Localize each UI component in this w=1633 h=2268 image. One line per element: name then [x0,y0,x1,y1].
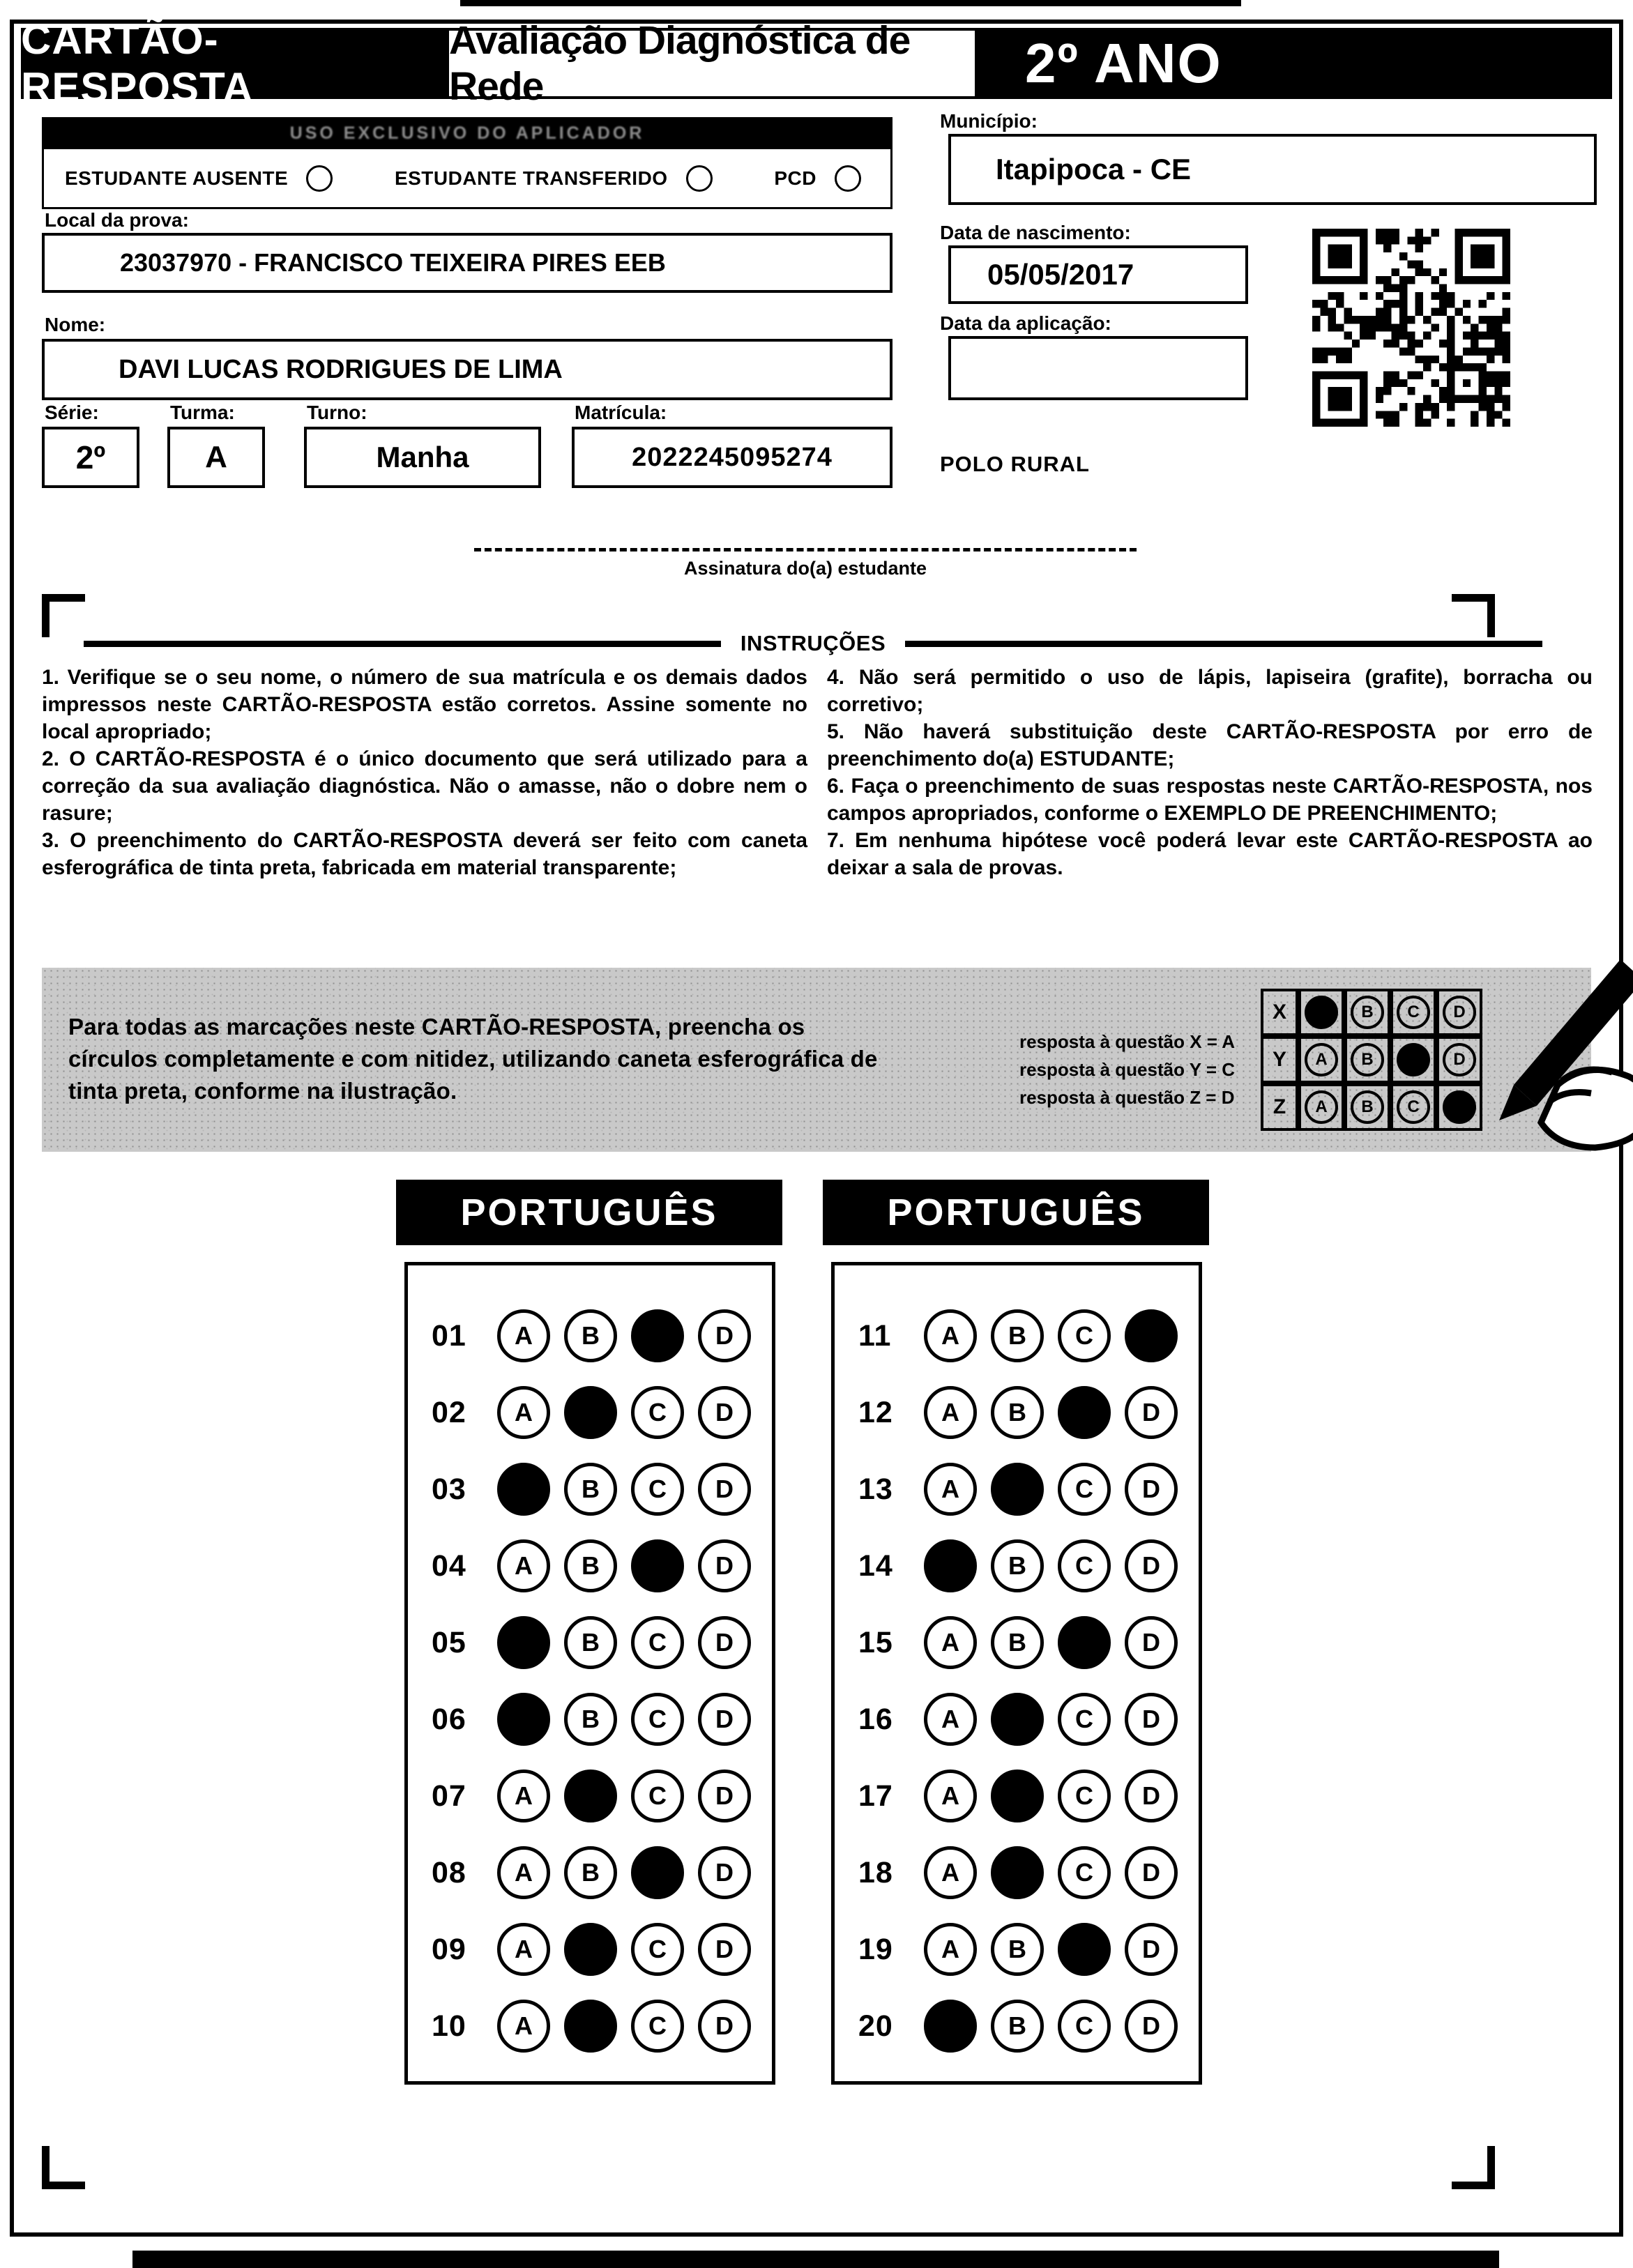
answer-bubble-14-B[interactable]: B [991,1539,1044,1592]
answer-grid-1 [404,1262,775,2085]
question-row-11 [835,1297,1199,1374]
applicator-section [42,117,893,209]
instructions-title-row [84,631,1542,656]
question-number: 16 [858,1702,893,1736]
answer-bubble-14-A-filled[interactable] [924,1539,977,1592]
instructions-rule-left [84,641,721,647]
question-number: 07 [432,1779,466,1813]
answer-bubble-02-B-filled[interactable] [564,1386,617,1439]
question-number: 17 [858,1779,893,1813]
answer-bubble-03-B[interactable]: B [564,1463,617,1516]
question-number: 14 [858,1548,893,1583]
example-option-cell [1436,1083,1482,1131]
answer-bubble-05-D[interactable]: D [698,1616,751,1669]
answer-bubble-17-D[interactable]: D [1125,1770,1178,1822]
answer-bubble-13-B-filled[interactable] [991,1463,1044,1516]
question-row-03 [408,1451,772,1528]
question-number: 08 [432,1855,466,1889]
question-row-13 [835,1451,1199,1528]
question-row-15 [835,1604,1199,1681]
answer-bubble-04-B[interactable]: B [564,1539,617,1592]
example-option-cell [1298,1083,1344,1131]
question-number: 15 [858,1625,893,1659]
example-option-cell [1436,1036,1482,1083]
question-row-04 [408,1528,772,1604]
fill-example-text: Para todas as marcações neste CARTÃO-RESPOSTA, preencha os círculos completamente e com nitidez, utilizando caneta esferográfica de tinta preta, conforme na ilustração. [68,1014,878,1104]
corner-bracket-bottom-right [1452,2146,1495,2189]
answer-bubble-08-A[interactable]: A [497,1846,550,1899]
answer-bubble-19-A[interactable]: A [924,1923,977,1976]
answer-bubble-18-D[interactable]: D [1125,1846,1178,1899]
turma-field [167,427,265,488]
example-legend-line: resposta à questão X = A [1019,1031,1235,1052]
nome-label: Nome: [45,314,106,335]
status-option-2 [395,165,713,192]
example-row-X [1261,989,1482,1036]
answer-bubble-02-D[interactable]: D [698,1386,751,1439]
local-field [42,233,893,293]
example-bubble-A: A [1305,1090,1338,1124]
status-option-label: ESTUDANTE AUSENTE [65,167,289,189]
question-number: 09 [432,1932,466,1966]
answer-bubble-11-B[interactable]: B [991,1309,1044,1362]
question-number: 10 [432,2009,466,2043]
status-option-label: PCD [774,167,816,189]
answer-bubble-09-C[interactable]: C [631,1923,684,1976]
turno-label: Turno: [307,402,367,423]
answer-bubble-02-A[interactable]: A [497,1386,550,1439]
answer-bubble-20-B[interactable]: B [991,2000,1044,2053]
fill-example-legend [1019,1028,1235,1111]
turno-field [304,427,541,488]
question-number: 02 [432,1395,466,1429]
answer-bubble-19-D[interactable]: D [1125,1923,1178,1976]
question-row-02 [408,1374,772,1451]
question-number: 05 [432,1625,466,1659]
question-number: 20 [858,2009,893,2043]
instruction-item: 4. Não será permitido o uso de lápis, lapiseira (grafite), borracha ou corretivo; [827,666,1593,716]
answer-bubble-13-A[interactable]: A [924,1463,977,1516]
instructions-rule-right [905,641,1542,647]
example-option-cell [1436,989,1482,1036]
status-option-3 [774,165,861,192]
answer-bubble-10-C[interactable]: C [631,2000,684,2053]
question-number: 03 [432,1472,466,1506]
bottom-edge-mark [132,2251,1499,2268]
answer-bubble-15-D[interactable]: D [1125,1616,1178,1669]
answer-bubble-19-B[interactable]: B [991,1923,1044,1976]
answer-bubble-13-D[interactable]: D [1125,1463,1178,1516]
nome-value: DAVI LUCAS RODRIGUES DE LIMA [119,354,563,384]
answer-bubble-12-B[interactable]: B [991,1386,1044,1439]
status-option-bubble[interactable] [306,165,333,192]
serie-label: Série: [45,402,99,423]
example-option-cell [1390,989,1436,1036]
municipio-field [948,134,1597,205]
answer-section-header-1 [396,1180,782,1245]
answer-bubble-11-A[interactable]: A [924,1309,977,1362]
example-option-cell [1344,989,1390,1036]
answer-bubble-05-C[interactable]: C [631,1616,684,1669]
answer-bubble-12-D[interactable]: D [1125,1386,1178,1439]
header [21,16,1612,111]
answer-bubble-12-C-filled[interactable] [1058,1386,1111,1439]
example-row-Z [1261,1083,1482,1131]
municipio-label: Município: [940,110,1038,132]
grade-badge: 2º ANO [1025,32,1222,94]
instruction-item: 5. Não haverá substituição deste CARTÃO-RESPOSTA por erro de preenchimento do(a) ESTUDANTE; [827,720,1593,770]
applicator-bar [42,117,893,149]
answer-bubble-01-B[interactable]: B [564,1309,617,1362]
example-option-cell [1298,989,1344,1036]
example-bubble-D: D [1443,996,1476,1029]
answer-bubble-18-B-filled[interactable] [991,1846,1044,1899]
instruction-item: 7. Em nenhuma hipótese você poderá levar este CARTÃO-RESPOSTA ao deixar a sala de provas. [827,829,1593,879]
answer-bubble-20-C[interactable]: C [1058,2000,1111,2053]
answer-bubble-10-D[interactable]: D [698,2000,751,2053]
exam-title: Avaliação Diagnóstica de Rede [449,18,911,109]
turno-value: Manha [376,441,469,473]
example-row-label: Y [1261,1036,1298,1083]
answer-bubble-04-D[interactable]: D [698,1539,751,1592]
question-number: 13 [858,1472,893,1506]
question-row-08 [408,1834,772,1911]
answer-bubble-05-B[interactable]: B [564,1616,617,1669]
example-bubble-D-filled [1443,1090,1476,1124]
example-legend-line: resposta à questão Y = C [1019,1059,1236,1080]
example-option-cell [1390,1083,1436,1131]
question-number: 12 [858,1395,893,1429]
nascimento-field [948,245,1248,304]
matricula-value: 2022245095274 [632,442,833,472]
answer-bubble-07-A[interactable]: A [497,1770,550,1822]
answer-bubble-06-D[interactable]: D [698,1693,751,1746]
answer-bubble-08-D[interactable]: D [698,1846,751,1899]
answer-section-title-1: PORTUGUÊS [460,1192,718,1233]
answer-bubble-15-A[interactable]: A [924,1616,977,1669]
answer-bubble-03-D[interactable]: D [698,1463,751,1516]
answer-bubble-16-D[interactable]: D [1125,1693,1178,1746]
answer-bubble-09-B-filled[interactable] [564,1923,617,1976]
instructions-left-column [42,664,807,881]
turma-value: A [205,440,227,474]
question-number: 11 [858,1318,892,1353]
instruction-item: 1. Verifique se o seu nome, o número de sua matrícula e os demais dados impressos neste CARTÃO-RESPOSTA estão corretos. Assine somente no local apropriado; [42,666,807,743]
example-row-label: X [1261,989,1298,1036]
answer-bubble-09-D[interactable]: D [698,1923,751,1976]
instructions-title: INSTRUÇÕES [740,631,886,655]
question-row-14 [835,1528,1199,1604]
question-number: 01 [432,1318,466,1353]
answer-bubble-14-D[interactable]: D [1125,1539,1178,1592]
top-edge-mark [460,0,1241,6]
example-row-label: Z [1261,1083,1298,1131]
answer-bubble-20-D[interactable]: D [1125,2000,1178,2053]
status-option-label: ESTUDANTE TRANSFERIDO [394,167,668,189]
signature-line[interactable] [474,548,1137,551]
example-bubble-A-filled [1305,996,1338,1029]
corner-bracket-bottom-left [42,2146,85,2189]
answer-grid-2 [831,1262,1202,2085]
example-bubble-C: C [1397,1090,1430,1124]
instruction-item: 2. O CARTÃO-RESPOSTA é o único documento que será utilizado para a correção da sua avaliação diagnóstica. Não o amasse, não o dobre nem o rasure; [42,747,807,825]
answer-bubble-07-D[interactable]: D [698,1770,751,1822]
fill-example-grid [1261,989,1482,1131]
example-row-Y [1261,1036,1482,1083]
answer-bubble-06-B[interactable]: B [564,1693,617,1746]
card-title: CARTÃO-RESPOSTA [21,16,254,111]
example-option-cell [1344,1083,1390,1131]
status-option-1 [65,165,333,192]
answer-bubble-06-A-filled[interactable] [497,1693,550,1746]
example-bubble-A: A [1305,1043,1338,1076]
answer-bubble-11-C[interactable]: C [1058,1309,1111,1362]
question-row-05 [408,1604,772,1681]
answer-bubble-05-A-filled[interactable] [497,1616,550,1669]
question-number: 18 [858,1855,893,1889]
nascimento-label: Data de nascimento: [940,222,1131,243]
answer-bubble-08-B[interactable]: B [564,1846,617,1899]
instructions-right-column [827,664,1593,881]
corner-bracket-top-left [42,594,85,637]
question-number: 06 [432,1702,466,1736]
answer-bubble-08-C-filled[interactable] [631,1846,684,1899]
serie-value: 2º [75,439,106,475]
answer-bubble-15-C-filled[interactable] [1058,1616,1111,1669]
question-row-16 [835,1681,1199,1758]
answer-bubble-09-A[interactable]: A [497,1923,550,1976]
answer-bubble-03-C[interactable]: C [631,1463,684,1516]
exam-title-block [446,18,978,109]
question-row-12 [835,1374,1199,1451]
applicator-bar-label: USO EXCLUSIVO DO APLICADOR [289,123,645,143]
answer-section-title-2: PORTUGUÊS [887,1192,1145,1233]
polo-rural-label: POLO RURAL [940,452,1090,476]
answer-bubble-19-C-filled[interactable] [1058,1923,1111,1976]
local-label: Local da prova: [45,209,189,231]
example-bubble-C-filled [1397,1043,1430,1076]
question-number: 04 [432,1548,466,1583]
aplicacao-label: Data da aplicação: [940,312,1111,334]
example-bubble-B: B [1351,996,1384,1029]
turma-label: Turma: [170,402,235,423]
answer-bubble-04-C-filled[interactable] [631,1539,684,1592]
answer-bubble-02-C[interactable]: C [631,1386,684,1439]
answer-bubble-15-B[interactable]: B [991,1616,1044,1669]
answer-bubble-16-A[interactable]: A [924,1693,977,1746]
answer-bubble-20-A-filled[interactable] [924,2000,977,2053]
municipio-value: Itapipoca - CE [996,153,1192,185]
question-row-01 [408,1297,772,1374]
answer-bubble-07-B-filled[interactable] [564,1770,617,1822]
answer-bubble-17-A[interactable]: A [924,1770,977,1822]
matricula-label: Matrícula: [575,402,667,423]
question-row-18 [835,1834,1199,1911]
aplicacao-field [948,336,1248,400]
nome-field [42,339,893,400]
grade-block [978,28,1612,99]
question-row-20 [835,1988,1199,2064]
card-title-block [21,16,446,111]
status-option-bubble[interactable] [686,165,713,192]
nascimento-value: 05/05/2017 [987,258,1134,291]
answer-bubble-10-B-filled[interactable] [564,2000,617,2053]
example-option-cell [1390,1036,1436,1083]
serie-field [42,427,139,488]
example-bubble-B: B [1351,1043,1384,1076]
example-bubble-C: C [1397,996,1430,1029]
example-option-cell [1344,1036,1390,1083]
answer-bubble-01-D[interactable]: D [698,1309,751,1362]
answer-bubble-16-B-filled[interactable] [991,1693,1044,1746]
example-legend-line: resposta à questão Z = D [1019,1087,1235,1108]
answer-bubble-12-A[interactable]: A [924,1386,977,1439]
answer-bubble-17-C[interactable]: C [1058,1770,1111,1822]
question-number: 19 [858,1932,893,1966]
question-row-19 [835,1911,1199,1988]
local-value: 23037970 - FRANCISCO TEIXEIRA PIRES EEB [120,248,666,277]
signature-caption: Assinatura do(a) estudante [683,558,927,579]
answer-bubble-17-B-filled[interactable] [991,1770,1044,1822]
answer-bubble-04-A[interactable]: A [497,1539,550,1592]
answer-bubble-13-C[interactable]: C [1058,1463,1111,1516]
question-row-09 [408,1911,772,1988]
answer-bubble-06-C[interactable]: C [631,1693,684,1746]
question-row-10 [408,1988,772,2064]
example-option-cell [1298,1036,1344,1083]
answer-bubble-16-C[interactable]: C [1058,1693,1111,1746]
qr-code [1309,229,1513,427]
answer-bubble-07-C[interactable]: C [631,1770,684,1822]
question-row-06 [408,1681,772,1758]
answer-bubble-18-C[interactable]: C [1058,1846,1111,1899]
fill-example-band [42,968,1591,1152]
answer-bubble-01-A[interactable]: A [497,1309,550,1362]
answer-bubble-10-A[interactable]: A [497,2000,550,2053]
answer-bubble-11-D-filled[interactable] [1125,1309,1178,1362]
example-bubble-B: B [1351,1090,1384,1124]
answer-bubble-14-C[interactable]: C [1058,1539,1111,1592]
status-option-bubble[interactable] [835,165,861,192]
answer-section-header-2 [823,1180,1209,1245]
instruction-item: 6. Faça o preenchimento de suas respostas neste CARTÃO-RESPOSTA, nos campos apropriados, conforme o EXEMPLO DE PREENCHIMENTO; [827,775,1593,825]
answer-bubble-01-C-filled[interactable] [631,1309,684,1362]
example-bubble-D: D [1443,1043,1476,1076]
answer-bubble-03-A-filled[interactable] [497,1463,550,1516]
question-row-07 [408,1758,772,1834]
instruction-item: 3. O preenchimento do CARTÃO-RESPOSTA deverá ser feito com caneta esferográfica de tinta preta, fabricada em material transparente; [42,829,807,879]
answer-bubble-18-A[interactable]: A [924,1846,977,1899]
question-row-17 [835,1758,1199,1834]
matricula-field [572,427,893,488]
status-options-row [42,149,893,209]
